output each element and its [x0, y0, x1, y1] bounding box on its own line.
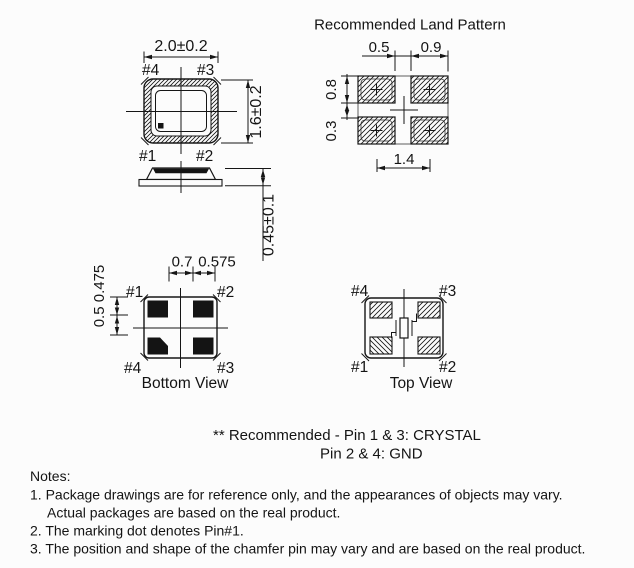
bottom-dim-left: 0.5 0.475: [91, 264, 108, 328]
bottom-pin-top-left: #1: [126, 284, 144, 301]
top-pin-top-right: #3: [439, 283, 457, 300]
package-centerlines: [126, 67, 237, 154]
note-line-3: 3. The position and shape of the chamfer pin may vary and are based on the real product.: [30, 540, 586, 557]
top-pad-3: [418, 302, 440, 318]
recommendation-line1: ** Recommended - Pin 1 & 3: CRYSTAL: [213, 427, 481, 444]
bottom-pad-1: [148, 301, 169, 318]
top-pin-bottom-right: #2: [439, 359, 457, 376]
land-dim-gap-x: 0.5: [368, 39, 390, 56]
bottom-pin-bottom-right: #3: [217, 360, 235, 377]
bottom-pad-2: [193, 301, 214, 318]
package-outline-view: [126, 38, 265, 165]
top-pin-bottom-left: #1: [351, 359, 369, 376]
land-pattern: [314, 17, 506, 173]
note-line-2: 2. The marking dot denotes Pin#1.: [30, 522, 244, 539]
top-pad-2: [418, 337, 440, 354]
land-dim-gap-y: 0.3: [323, 120, 340, 142]
bottom-pad-3: [193, 338, 214, 355]
dim-height-label: 1.6±0.2: [248, 85, 265, 139]
top-pad-4: [370, 302, 392, 318]
land-dim-pitch: 1.4: [393, 151, 415, 168]
pkg-pin-top-left: #4: [142, 62, 160, 79]
bottom-view-caption: Bottom View: [141, 375, 229, 392]
top-view: [351, 283, 456, 392]
land-dim-left-lines: [341, 74, 359, 120]
dim-width-label: 2.0±0.2: [154, 38, 208, 55]
top-pin-top-left: #4: [351, 283, 369, 300]
recommendation-note: [213, 427, 481, 463]
bottom-pin-bottom-left: #4: [124, 360, 142, 377]
notes-section: [30, 468, 585, 557]
pkg-pin-bottom-left: #1: [139, 148, 157, 165]
bottom-dim-left-lines: [110, 297, 128, 335]
land-dim-pad-width: 0.9: [420, 39, 442, 56]
side-view: [139, 161, 222, 193]
bottom-dim-top-pad: 0.575: [198, 253, 236, 271]
top-pad-1: [370, 337, 392, 354]
bottom-dim-top-gap: 0.7: [171, 253, 193, 271]
land-pattern-title: Recommended Land Pattern: [314, 16, 506, 34]
recommendation-line2: Pin 2 & 4: GND: [320, 445, 423, 463]
bottom-pin-top-right: #2: [217, 284, 235, 301]
pkg-pin-top-right: #3: [197, 62, 215, 79]
note-line-1: 1. Package drawings are for reference only, and the appearances of objects may vary.: [30, 486, 563, 503]
bottom-view: [91, 254, 236, 393]
notes-heading: Notes:: [30, 468, 71, 484]
marking-dot: [158, 123, 164, 129]
top-view-caption: Top View: [389, 375, 453, 392]
dim-thickness-label: 0.45±0.1: [260, 193, 278, 257]
pkg-pin-bottom-right: #2: [196, 148, 214, 165]
note-line-1b: Actual packages are based on the real product.: [47, 504, 341, 521]
land-dim-pad-height: 0.8: [323, 79, 340, 100]
